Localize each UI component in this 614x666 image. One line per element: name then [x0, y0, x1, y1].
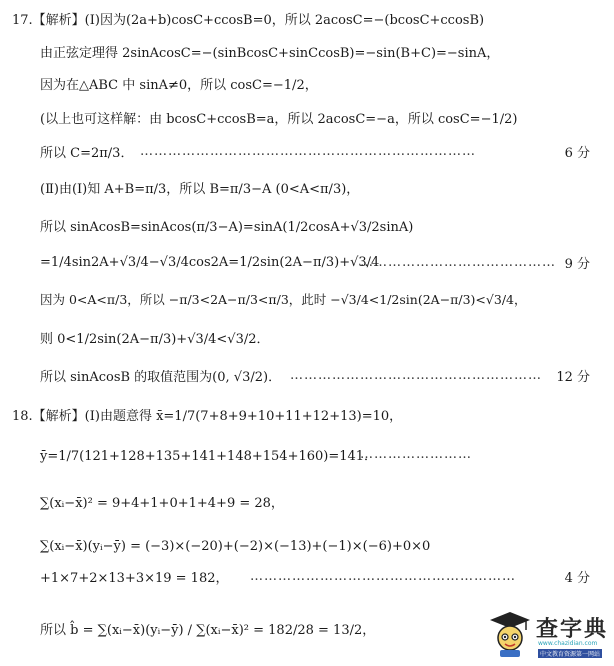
solution-line	[0, 103, 614, 131]
solution-line	[0, 37, 614, 65]
line-text: (Ⅱ)由(Ⅰ)知 A+B=π/3，所以 B=π/3−A (0<A<π/3)，	[40, 181, 360, 197]
leader-dots: ………………………………………………	[290, 367, 542, 383]
solution-line	[0, 562, 614, 590]
solution-line	[0, 211, 614, 239]
logo-url: www.chazidian.com	[538, 640, 598, 647]
score-marker: 9 分	[564, 256, 590, 272]
leader-dots: ………………………………………………………………	[140, 143, 476, 159]
solution-line	[0, 361, 614, 389]
line-text: 因为 0<A<π/3，所以 −π/3<2A−π/3<π/3，此时 −√3/4<1/2sin(2A−π/3)<√3/4，	[40, 292, 527, 307]
leader-dots: ……………………	[360, 446, 472, 462]
line-text: ∑(xᵢ−x̄)² = 9+4+1+0+1+4+9 = 28，	[40, 495, 284, 511]
line-text: ∑(xᵢ−x̄)(yᵢ−ȳ) = (−3)×(−20)+(−2)×(−13)+(−1)×(−6)+0×0	[40, 538, 431, 554]
line-text: 17.【解析】(Ⅰ)因为(2a+b)cosC+ccosB=0，所以 2acosC=−(bcosC+ccosB)	[12, 12, 485, 28]
solution-line	[0, 323, 614, 351]
mascot-icon	[488, 610, 532, 658]
site-logo	[488, 606, 610, 662]
solution-line	[0, 440, 614, 468]
line-text: 由正弦定理得 2sinAcosC=−(sinBcosC+sinCcosB)=−sin(B+C)=−sinA，	[40, 45, 500, 61]
solution-line	[0, 487, 614, 515]
line-text: 则 0<1/2sin(2A−π/3)+√3/4<√3/2．	[40, 331, 270, 347]
line-text: 所以 b̂ = ∑(xᵢ−x̄)(yᵢ−ȳ) / ∑(xᵢ−x̄)² = 182/28 = 13/2，	[40, 622, 376, 638]
solution-line	[0, 285, 614, 313]
line-text: =1/4sin2A+√3/4−√3/4cos2A=1/2sin(2A−π/3)+√3/4	[40, 254, 380, 270]
leader-dots: …………………………………………………	[250, 568, 516, 584]
solution-line	[0, 69, 614, 97]
solution-line	[0, 4, 614, 32]
logo-slogan: 中文教育资源第一网站	[540, 651, 601, 658]
line-text: ȳ=1/7(121+128+135+141+148+154+160)=141．	[40, 448, 378, 464]
solution-line	[0, 173, 614, 201]
line-text: 18.【解析】(Ⅰ)由题意得 x̄=1/7(7+8+9+10+11+12+13)=10，	[12, 408, 403, 424]
score-marker: 4 分	[564, 570, 590, 586]
score-marker: 6 分	[564, 145, 590, 161]
solution-line	[0, 248, 614, 276]
line-text: 所以 sinAcosB 的取值范围为(0, √3/2)．	[40, 369, 282, 385]
leader-dots: ……………………………………	[360, 254, 556, 270]
line-text: 所以 sinAcosB=sinAcos(π/3−A)=sinA(1/2cosA+√3/2sinA)	[40, 219, 414, 235]
solution-line	[0, 137, 614, 165]
line-text: 因为在△ABC 中 sinA≠0，所以 cosC=−1/2，	[40, 77, 318, 93]
line-text: 所以 C=2π/3．	[40, 145, 134, 161]
logo-title: 查字典	[536, 617, 609, 642]
solution-line	[0, 400, 614, 428]
line-text: (以上也可这样解：由 bcosC+ccosB=a，所以 2acosC=−a，所以 cosC=−1/2)	[40, 111, 518, 127]
solution-line	[0, 532, 614, 560]
score-marker: 12 分	[556, 369, 590, 385]
line-text: +1×7+2×13+3×19 = 182，	[40, 570, 229, 586]
